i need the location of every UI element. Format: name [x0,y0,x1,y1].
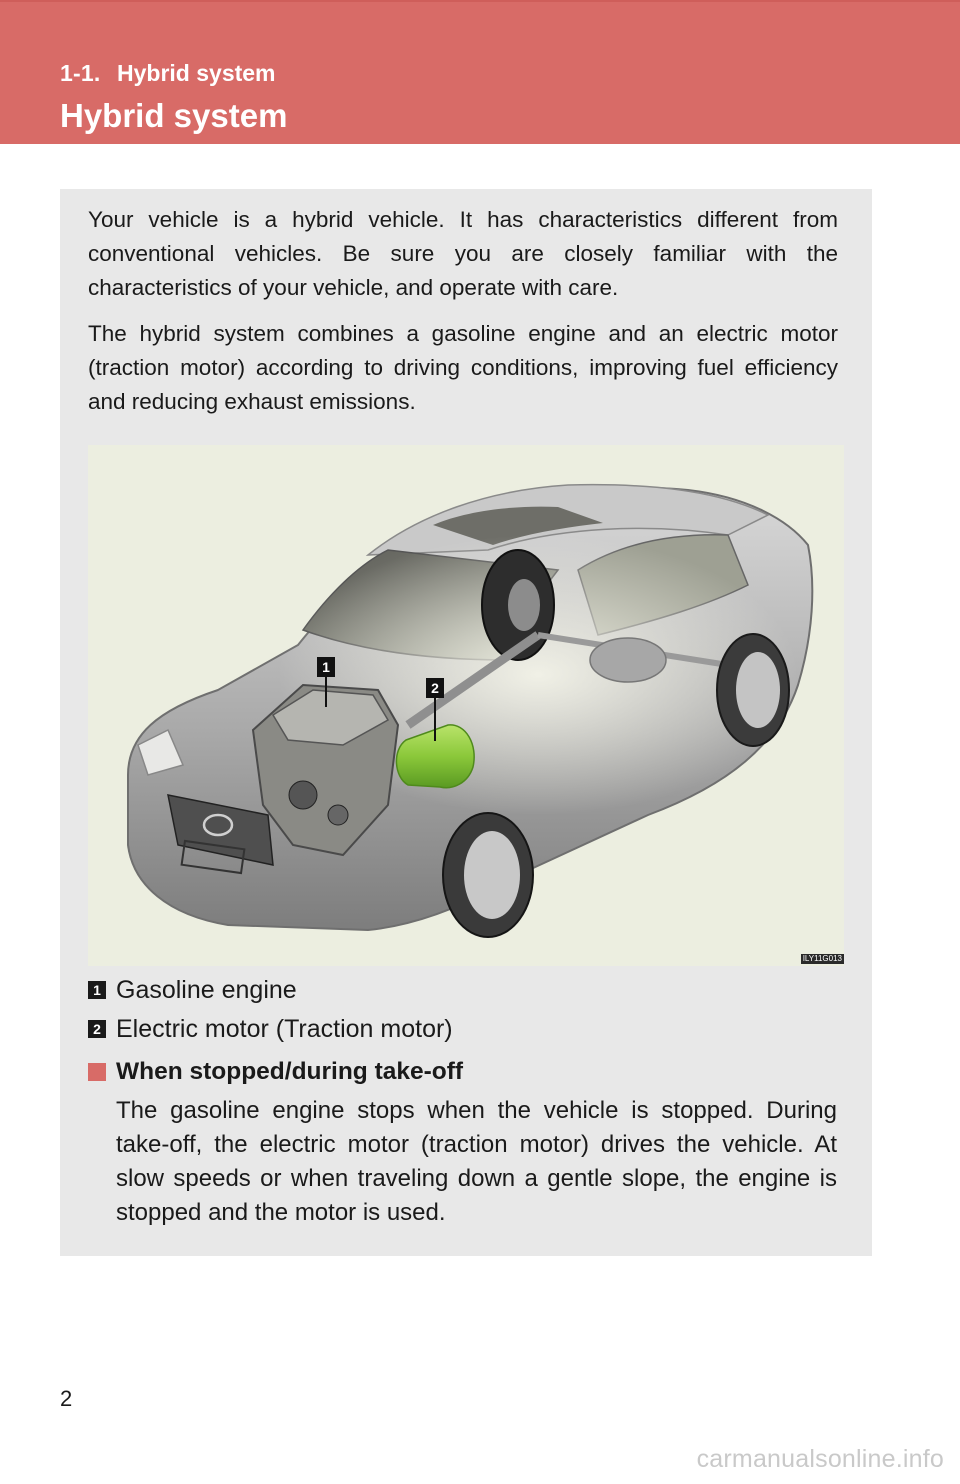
section-title: Hybrid system [117,60,276,86]
legend-label: Electric motor (Traction motor) [116,1015,453,1043]
intro-paragraph-2: The hybrid system combines a gasoline engine and an electric motor (traction motor) according to driving conditions, improving fuel efficiency and reducing exhaust emissions. [88,321,838,414]
car-cutaway-drawing [88,445,844,966]
content-panel [60,189,872,1256]
figure-id: ILY11G013 [802,954,842,963]
page-number: 2 [60,1386,73,1411]
legend-number-badge: 1 [88,981,106,999]
callout-2-number: 2 [431,680,439,696]
chapter-header [0,0,960,144]
page-title: Hybrid system [60,97,288,134]
section-number: 1-1. [60,60,101,86]
section-heading-text: When stopped/during take-off [116,1058,464,1085]
legend-label: Gasoline engine [116,976,297,1004]
watermark: carmanualsonline.info [696,1445,944,1473]
rear-differential [590,638,666,682]
callout-1-number: 1 [322,659,330,675]
intro-paragraph-1: Your vehicle is a hybrid vehicle. It has characteristics different from conventional vehicles. Be sure you are closely familiar with the characteristics of your vehicle, and operate with care. [88,207,838,300]
hybrid-vehicle-illustration [88,445,844,966]
legend-number-badge: 2 [88,1020,106,1038]
section-body: The gasoline engine stops when the vehicle is stopped. During take-off, the electric motor (traction motor) drives the vehicle. At slow speeds or when traveling down a gentle slope, the engine is stopped and the motor is used. [116,1097,837,1226]
heading-square-icon [88,1063,106,1081]
